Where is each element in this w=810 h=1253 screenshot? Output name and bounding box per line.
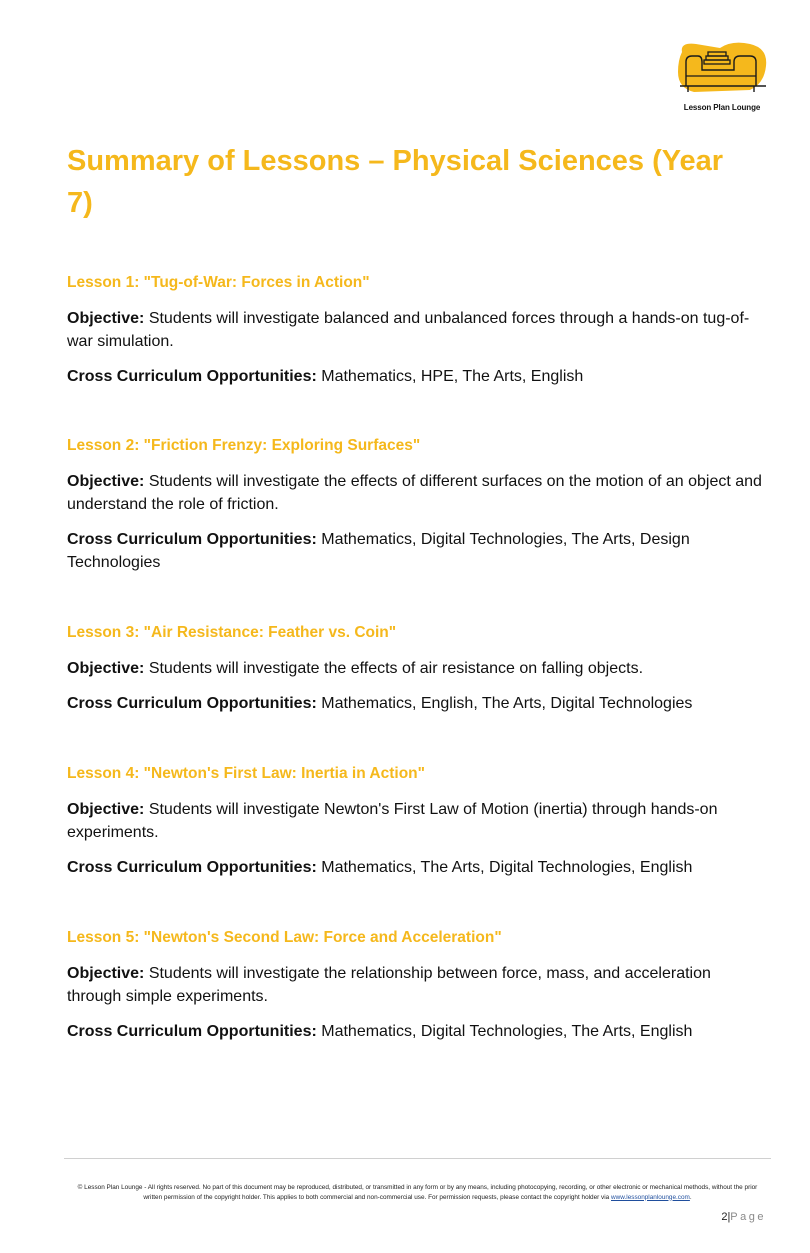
lesson-title: Lesson 5: "Newton's Second Law: Force and Acceleration": [67, 929, 502, 946]
objective-label: Objective:: [67, 473, 145, 490]
objective-text: Students will investigate the effects of different surfaces on the motion of an object and understand the role of friction.: [67, 473, 762, 513]
lesson-5: [67, 928, 767, 1043]
lesson-objective: [67, 470, 767, 516]
website-link[interactable]: www.lessonplanlounge.com: [611, 1193, 690, 1201]
logo: [672, 40, 772, 120]
page-title: Summary of Lessons – Physical Sciences (Year 7): [67, 145, 724, 219]
lesson-4: [67, 764, 767, 879]
logo-wordmark: Lesson Plan Lounge: [683, 103, 761, 112]
lesson-cross-curriculum: [67, 1020, 767, 1043]
page-label: Page: [730, 1211, 766, 1223]
lesson-objective: [67, 307, 767, 353]
cross-curriculum-label: Cross Curriculum Opportunities:: [67, 531, 317, 548]
lesson-objective: [67, 962, 767, 1008]
lesson-title: Lesson 1: "Tug-of-War: Forces in Action": [67, 274, 370, 291]
lesson-cross-curriculum: [67, 692, 767, 715]
lesson-title: Lesson 2: "Friction Frenzy: Exploring Surfaces": [67, 437, 421, 454]
cross-curriculum-label: Cross Curriculum Opportunities:: [67, 1023, 317, 1040]
page-number-value: 2: [721, 1211, 728, 1223]
cross-curriculum-text: Mathematics, Digital Technologies, The Arts, English: [321, 1023, 693, 1040]
cross-curriculum-text: Mathematics, HPE, The Arts, English: [321, 368, 584, 385]
objective-text: Students will investigate the effects of air resistance on falling objects.: [148, 660, 644, 677]
objective-text: Students will investigate Newton's First Law of Motion (inertia) through hands-on experiments.: [67, 801, 718, 841]
lesson-title: Lesson 4: "Newton's First Law: Inertia in Action": [67, 765, 425, 782]
objective-label: Objective:: [67, 801, 145, 818]
lesson-cross-curriculum: [67, 365, 767, 388]
lesson-title: Lesson 3: "Air Resistance: Feather vs. Coin": [67, 624, 397, 641]
cross-curriculum-text: Mathematics, The Arts, Digital Technologies, English: [321, 859, 693, 876]
page-number: [721, 1211, 766, 1223]
sofa-logo-icon: [672, 40, 772, 102]
footer-copyright: [70, 1183, 765, 1202]
page-separator: |: [727, 1211, 731, 1223]
objective-label: Objective:: [67, 310, 145, 327]
objective-label: Objective:: [67, 965, 145, 982]
objective-text: Students will investigate balanced and unbalanced forces through a hands-on tug-of-war simulation.: [67, 310, 750, 350]
cross-curriculum-text: Mathematics, Digital Technologies, The Arts, Design Technologies: [67, 531, 690, 571]
footer-divider: [64, 1158, 771, 1159]
cross-curriculum-label: Cross Curriculum Opportunities:: [67, 859, 317, 876]
lesson-1: [67, 273, 767, 388]
lesson-cross-curriculum: [67, 528, 767, 574]
cross-curriculum-text: Mathematics, English, The Arts, Digital Technologies: [321, 695, 693, 712]
objective-label: Objective:: [67, 660, 145, 677]
objective-text: Students will investigate the relationship between force, mass, and acceleration through simple experiments.: [67, 965, 711, 1005]
lesson-2: [67, 436, 767, 574]
lesson-objective: [67, 798, 767, 844]
cross-curriculum-label: Cross Curriculum Opportunities:: [67, 695, 317, 712]
lesson-cross-curriculum: [67, 856, 767, 879]
link-suffix: .: [689, 1193, 692, 1201]
lesson-3: [67, 623, 767, 715]
lesson-objective: [67, 657, 767, 680]
copyright-text: © Lesson Plan Lounge - All rights reserved. No part of this document may be reproduced, distributed, or transmitted in any form or by any means, including photocopying, recording, or other electronic or mechanical methods, without the prior written permission of the copyright holder. This applies to both commercial and non-commercial use. For permission requests, please contact the copyright holder via: [77, 1184, 758, 1201]
cross-curriculum-label: Cross Curriculum Opportunities:: [67, 368, 317, 385]
